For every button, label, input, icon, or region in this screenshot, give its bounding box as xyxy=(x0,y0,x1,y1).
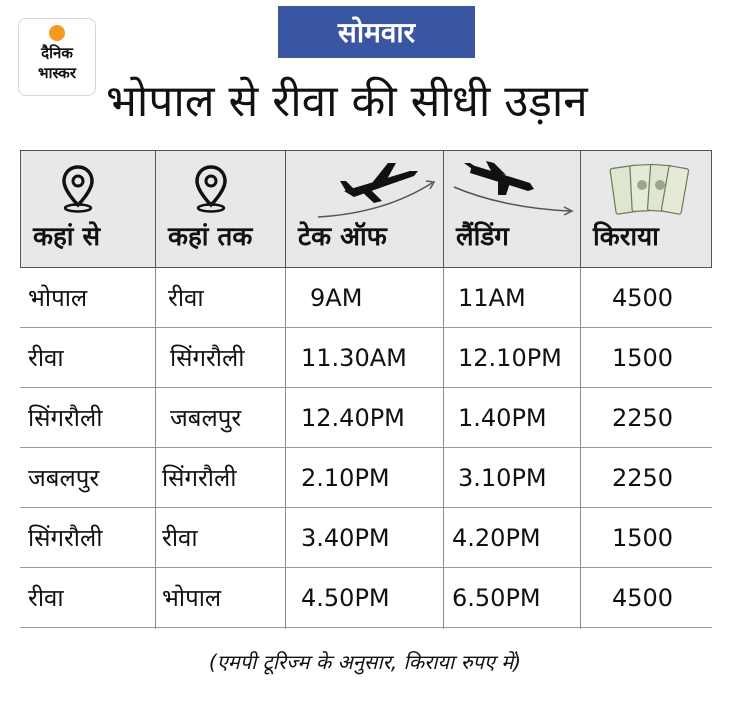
cell-takeoff: 3.40PM xyxy=(301,524,390,552)
flight-schedule-table xyxy=(20,268,712,628)
table-row xyxy=(20,448,712,508)
cell-fare: 1500 xyxy=(612,524,674,552)
cell-landing: 12.10PM xyxy=(458,344,562,372)
header-col-to xyxy=(156,151,286,269)
source-footnote: (एमपी टूरिज्म के अनुसार, किराया रुपए में) xyxy=(208,650,522,674)
logo-text-line1: दैनिक xyxy=(41,44,73,62)
table-row xyxy=(20,568,712,628)
cell-from: रीवा xyxy=(28,584,64,612)
day-banner: सोमवार xyxy=(278,6,475,58)
location-pin-icon xyxy=(61,165,95,213)
table-row xyxy=(20,328,712,388)
table-row xyxy=(20,268,712,328)
cell-to: रीवा xyxy=(162,524,198,552)
cell-landing: 4.20PM xyxy=(452,524,541,552)
location-pin-icon xyxy=(194,165,228,213)
cell-from: रीवा xyxy=(28,344,64,372)
dainik-bhaskar-logo xyxy=(18,18,96,96)
cell-fare: 4500 xyxy=(612,584,674,612)
table-header xyxy=(20,150,712,268)
table-row xyxy=(20,508,712,568)
cell-to: रीवा xyxy=(168,284,204,312)
cell-from: भोपाल xyxy=(28,284,88,312)
cell-from: सिंगरौली xyxy=(28,404,103,432)
header-label-to: कहां तक xyxy=(168,222,253,252)
cell-to: भोपाल xyxy=(162,584,222,612)
cell-takeoff: 2.10PM xyxy=(301,464,390,492)
cell-landing: 6.50PM xyxy=(452,584,541,612)
header-label-from: कहां से xyxy=(33,222,101,252)
cell-takeoff: 9AM xyxy=(310,284,363,312)
airplane-takeoff-icon xyxy=(314,159,442,219)
logo-text-line2: भास्कर xyxy=(38,64,76,82)
header-label-takeoff: टेक ऑफ xyxy=(298,222,387,252)
header-label-landing: लैंडिंग xyxy=(456,222,509,252)
cell-from: सिंगरौली xyxy=(28,524,103,552)
table-row xyxy=(20,388,712,448)
cell-fare: 1500 xyxy=(612,344,674,372)
header-label-fare: किराया xyxy=(593,222,659,252)
airplane-landing-icon xyxy=(452,161,580,217)
cell-fare: 2250 xyxy=(612,404,674,432)
logo-sun-icon xyxy=(49,25,65,41)
header-col-from xyxy=(21,151,156,269)
cell-fare: 2250 xyxy=(612,464,674,492)
cell-landing: 3.10PM xyxy=(458,464,547,492)
currency-notes-icon xyxy=(609,159,689,217)
header-col-fare xyxy=(581,151,713,269)
cell-takeoff: 4.50PM xyxy=(301,584,390,612)
header-col-takeoff xyxy=(286,151,444,269)
cell-fare: 4500 xyxy=(612,284,674,312)
cell-landing: 1.40PM xyxy=(458,404,547,432)
header-col-landing xyxy=(444,151,581,269)
cell-from: जबलपुर xyxy=(28,464,100,492)
cell-to: सिंगरौली xyxy=(162,464,237,492)
cell-landing: 11AM xyxy=(458,284,526,312)
cell-takeoff: 11.30AM xyxy=(301,344,407,372)
cell-to: सिंगरौली xyxy=(170,344,245,372)
cell-to: जबलपुर xyxy=(170,404,242,432)
headline: भोपाल से रीवा की सीधी उड़ान xyxy=(106,76,588,127)
cell-takeoff: 12.40PM xyxy=(301,404,405,432)
